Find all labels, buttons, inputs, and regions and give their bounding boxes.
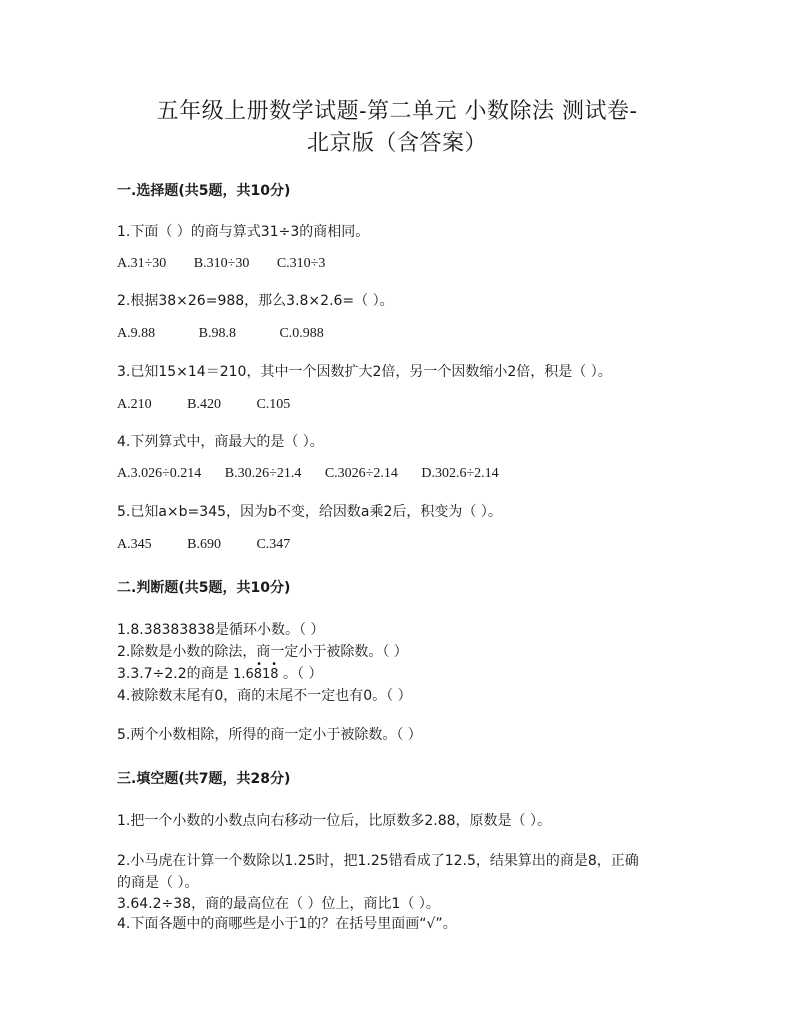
question-text: 2.小马虎在计算一个数除以1.25时，把1.25错看成了12.5，结果算出的商是8，正确 [117,853,639,869]
option-b: B.690 [187,537,221,552]
section-heading-choice: 一.选择题(共5题，共10分) [117,183,291,199]
question-text: 的商是（ ）。 [117,875,199,891]
question-text: 2.除数是小数的除法，商一定小于被除数。（ ） [117,644,408,660]
option-c: C.347 [256,537,291,552]
question-text: 4.被除数末尾有0，商的末尾不一定也有0。（ ） [117,688,412,704]
option-b: B.30.26÷21.4 [224,466,302,481]
option-b: B.420 [187,397,221,412]
option-row [117,397,314,413]
question-text: 1.8.38383838是循环小数。（ ） [117,622,325,638]
question-text: 4.下面各题中的商哪些是小于1的？在括号里面画“√”。 [117,916,457,932]
option-a: A.31÷30 [117,256,167,271]
option-row [117,466,523,482]
question-text: 3.64.2÷38，商的最高位在（ ）位上，商比1（ ）。 [117,896,440,912]
option-row [117,326,348,342]
option-row [117,256,349,272]
option-b: B.98.8 [198,326,236,341]
question-text: 5.已知a×b=345，因为b不变，给因数a乘2后，积变为（ ）。 [117,504,502,520]
option-b: B.310÷30 [193,256,250,271]
section-heading-fill: 三.填空题(共7题，共28分) [117,771,291,787]
repeat-dot-icon: • [256,659,262,670]
question-text: 3.已知15×14＝210，其中一个因数扩大2倍，另一个因数缩小2倍，积是（ ）。 [117,364,612,380]
question-text: 1.把一个小数的小数点向右移动一位后，比原数多2.88，原数是（ ）。 [117,813,551,829]
option-a: A.210 [117,397,152,412]
option-d: D.302.6÷2.14 [421,466,499,481]
document-title-line2: 北京版（含答案） [306,131,487,156]
repeating-decimal [233,659,279,682]
option-row [117,537,314,553]
repeat-dot-icon: • [271,659,277,670]
option-a: A.345 [117,537,152,552]
question-text: 1.下面（ ）的商与算式31÷3的商相同。 [117,224,370,240]
repeating-decimal-value: 1.6818 [233,667,279,682]
option-a: A.3.026÷0.214 [117,466,202,481]
question-suffix: 。（ ） [283,666,323,682]
question-prefix: 3.3.7÷2.2的商是 [117,666,229,682]
option-c: C.0.988 [279,326,324,341]
option-a: A.9.88 [117,326,156,341]
question-text: 2.根据38×26=988，那么3.8×2.6=（ ）。 [117,293,394,309]
option-c: C.310÷3 [276,256,326,271]
option-c: C.105 [256,397,291,412]
document-title-line1: 五年级上册数学试题-第二单元 小数除法 测试卷- [156,99,638,124]
section-heading-judgement: 二.判断题(共5题，共10分) [117,580,291,596]
question-text: 5.两个小数相除，所得的商一定小于被除数。（ ） [117,727,422,743]
option-c: C.3026÷2.14 [324,466,398,481]
question-text: 4.下列算式中，商最大的是（ ）。 [117,434,324,450]
question-text [117,659,323,683]
